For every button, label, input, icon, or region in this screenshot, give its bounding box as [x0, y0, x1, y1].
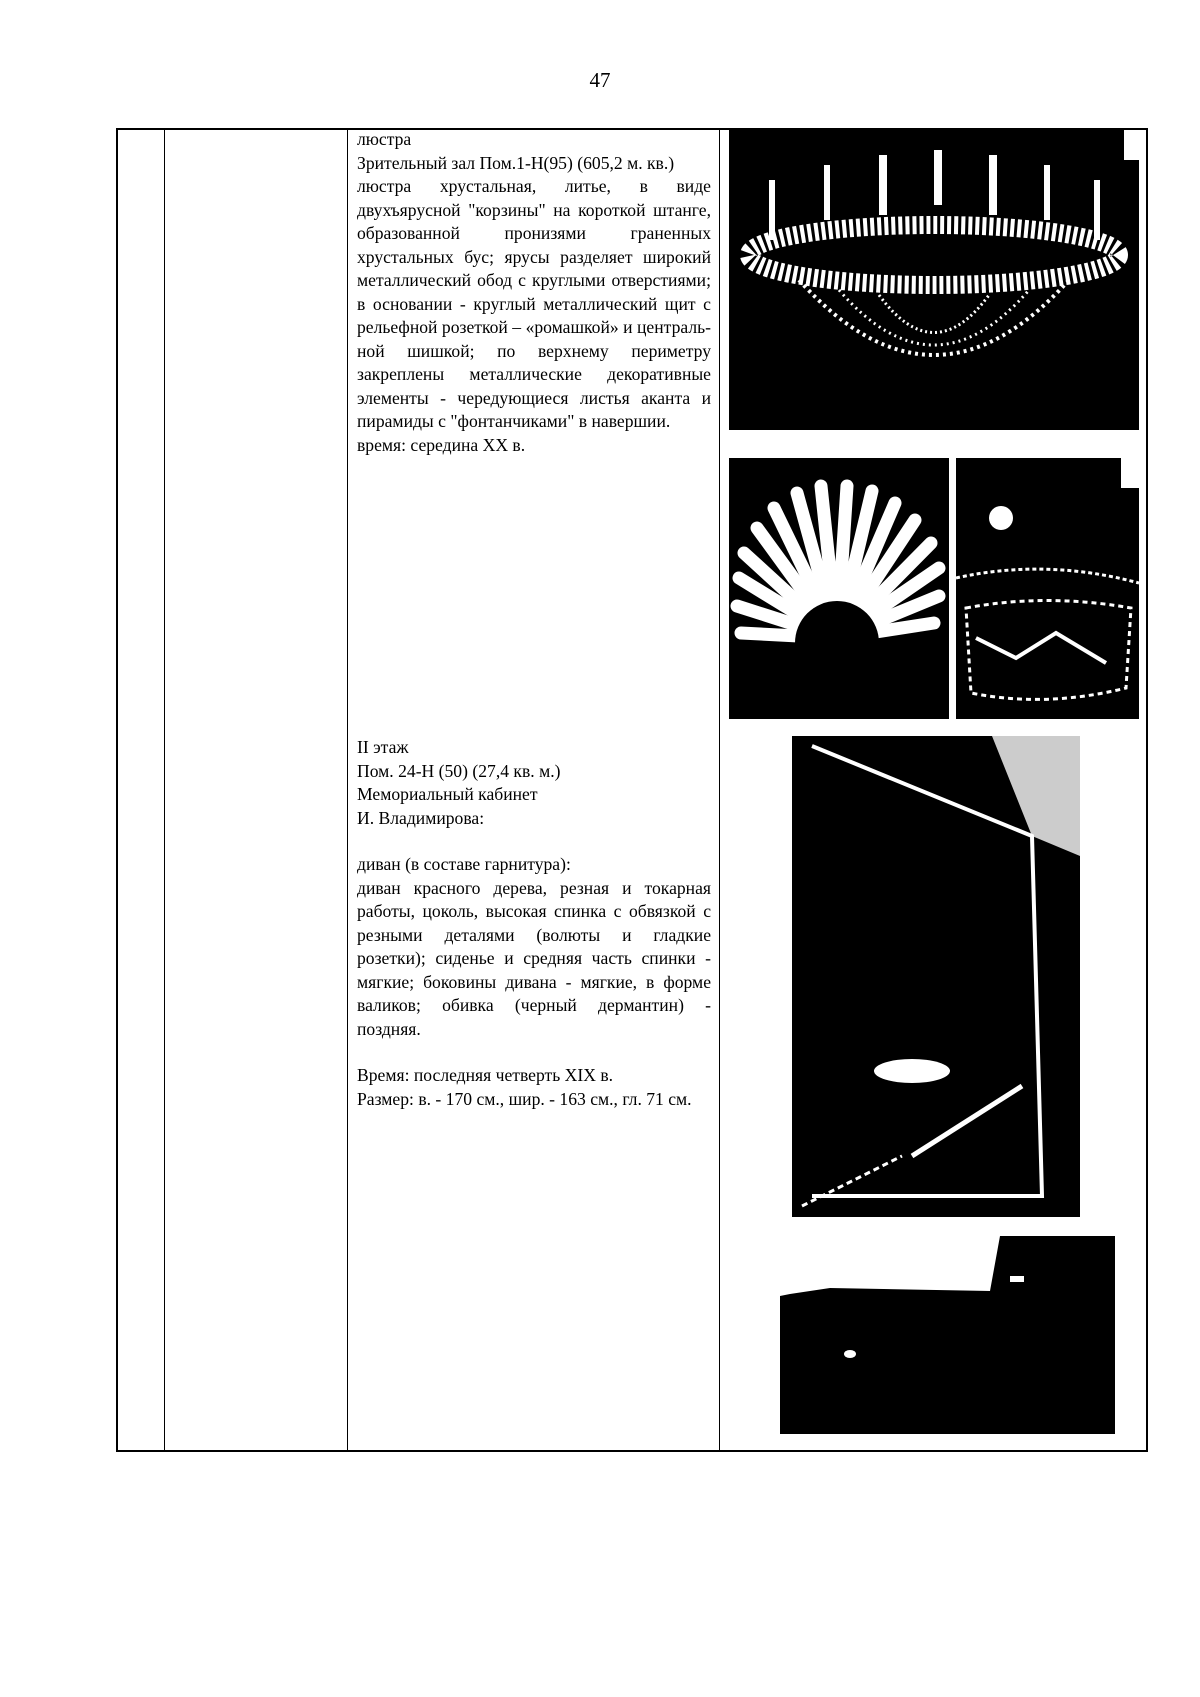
entry-chandelier-text [357, 128, 711, 457]
column-divider-1 [164, 130, 165, 1450]
column-divider-2 [347, 130, 348, 1450]
dating: время: середина XX в. [357, 434, 526, 455]
chandelier-detail-photo [956, 458, 1139, 719]
item-title: диван (в составе гарнитура): [357, 854, 571, 874]
entry-sofa-text [357, 736, 711, 1111]
sofa-photo [792, 736, 1080, 1217]
page-number: 47 [589, 68, 611, 92]
chandelier-photo [729, 130, 1139, 430]
floor: II этаж [357, 737, 409, 757]
rosette-photo [729, 458, 949, 719]
description: люстра хрустальная, литье, в виде двухъярусной "корзины" на короткой штанге, образованной пронизями граненных хрустальных бус; ярусы разделяет широкий металлический обод с круглыми отверстиями; в основании - круглый металлический щит с рельефной розеткой – «ромашкой» и централь-ной шишкой; по верхнему периметру закреплены металлические декоративные элементы - чередующиеся листья аканта и пирамиды с "фонтанчиками" в навершии. [357, 176, 711, 431]
room-name: Мемориальный кабинет [357, 784, 538, 804]
dating: Время: последняя четверть XIX в. [357, 1065, 614, 1085]
column-divider-3 [719, 130, 720, 1450]
person: И. Владимирова: [357, 807, 485, 828]
item-title: люстра [357, 129, 412, 149]
sofa-detail-photo [770, 1236, 1115, 1434]
dimensions: Размер: в. - 170 см., шир. - 163 см., гл. 71 см. [357, 1088, 692, 1109]
room: Пом. 24-Н (50) (27,4 кв. м.) [357, 760, 561, 781]
location: Зрительный зал Пом.1-Н(95) (605,2 м. кв.) [357, 152, 675, 173]
description: диван красного дерева, резная и токарная работы, цоколь, высокая спинка с обвязкой с резными деталями (волюты и гладкие розетки); сиденье и средняя часть спинки - мягкие; боковины дивана - мягкие, в форме валиков; обивка (черный дермантин) - поздняя. [357, 877, 711, 1039]
